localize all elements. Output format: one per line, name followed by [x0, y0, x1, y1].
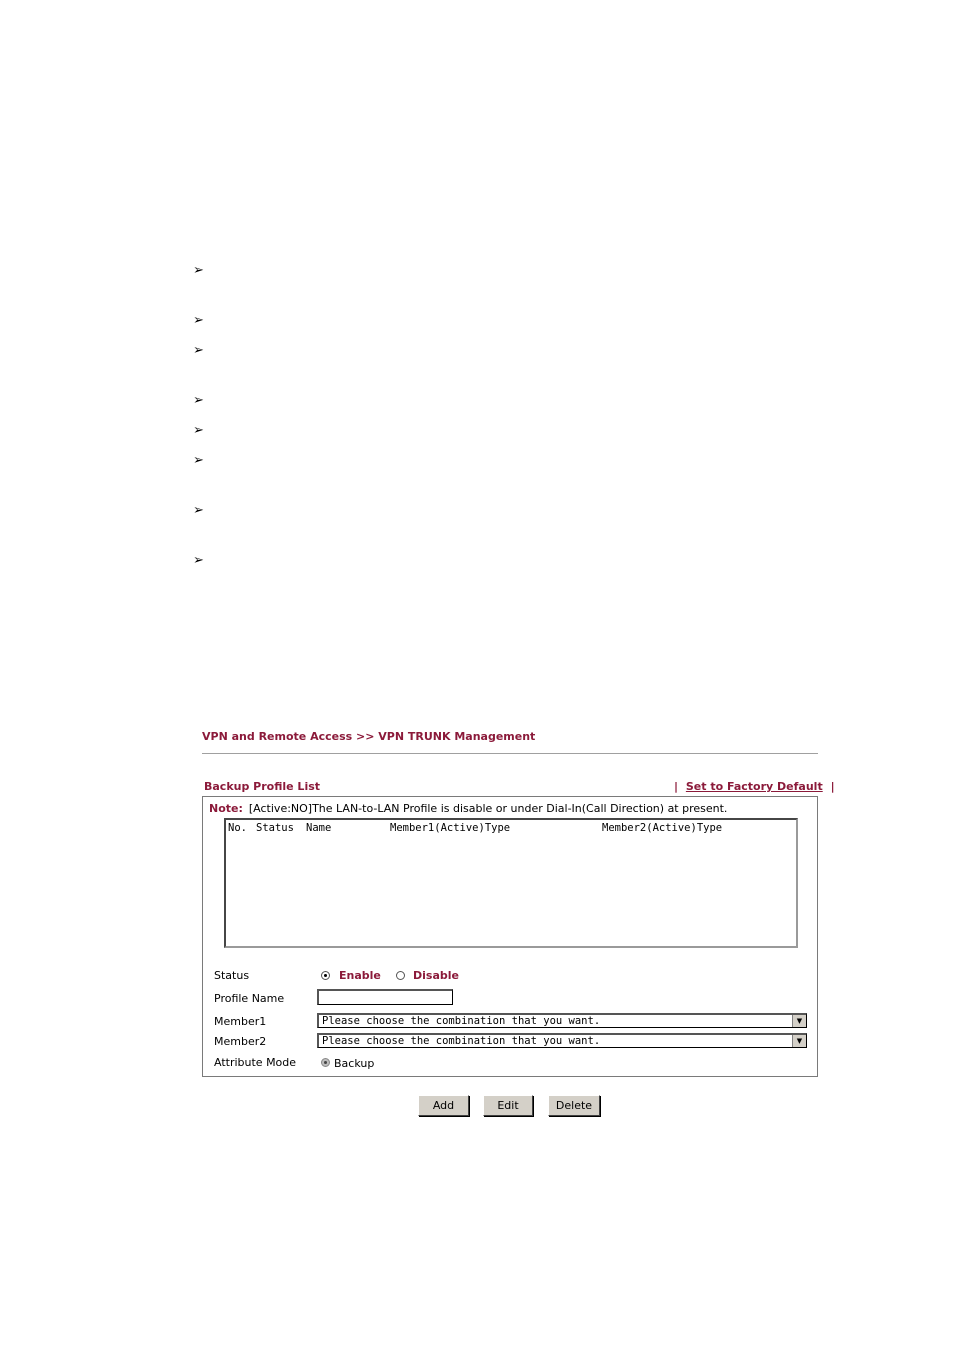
note-label: Note: — [209, 802, 243, 815]
bullet-marker: ➢ — [193, 263, 204, 278]
member2-label: Member2 — [214, 1035, 267, 1048]
profile-name-label: Profile Name — [214, 992, 285, 1005]
disable-label: Disable — [413, 969, 459, 982]
member1-label: Member1 — [214, 1015, 267, 1028]
member2-selected-value: Please choose the combination that you want. — [322, 1035, 601, 1047]
add-button[interactable]: Add — [418, 1095, 469, 1116]
factory-default-bar — [670, 780, 839, 793]
page-title: VPN and Remote Access >> VPN TRUNK Management — [202, 730, 536, 743]
column-header-name: Name — [306, 822, 332, 834]
bullet-marker: ➢ — [193, 393, 204, 408]
member1-select[interactable] — [317, 1013, 807, 1028]
column-header-member2: Member2(Active)Type — [602, 822, 723, 834]
set-to-factory-default-link[interactable]: Set to Factory Default — [685, 780, 823, 793]
note-text — [209, 802, 727, 815]
member2-select[interactable] — [317, 1033, 807, 1048]
attribute-mode-backup-radio — [321, 1058, 330, 1067]
column-header-status: Status — [256, 822, 294, 834]
chevron-down-icon[interactable]: ▼ — [792, 1035, 806, 1047]
status-label: Status — [214, 969, 250, 982]
backup-profile-list-title: Backup Profile List — [204, 780, 321, 793]
attribute-mode-label: Attribute Mode — [214, 1056, 297, 1069]
profile-listbox[interactable] — [224, 818, 798, 948]
note-message: [Active:NO]The LAN-to-LAN Profile is disable or under Dial-In(Call Direction) at present. — [248, 802, 728, 815]
column-header-member1: Member1(Active)Type — [390, 822, 511, 834]
status-disable-radio[interactable] — [396, 971, 405, 980]
bullet-marker: ➢ — [193, 503, 204, 518]
header-divider — [202, 753, 818, 754]
backup-profile-panel — [202, 796, 818, 1077]
edit-button[interactable]: Edit — [483, 1095, 533, 1116]
chevron-down-icon[interactable]: ▼ — [792, 1015, 806, 1027]
delete-button[interactable]: Delete — [548, 1095, 600, 1116]
bullet-marker: ➢ — [193, 553, 204, 568]
status-enable-radio[interactable] — [321, 971, 330, 980]
profile-name-input[interactable] — [317, 989, 453, 1005]
bullet-marker: ➢ — [193, 423, 204, 438]
column-header-no: No. — [228, 822, 247, 834]
bullet-marker: ➢ — [193, 453, 204, 468]
bullet-marker: ➢ — [193, 313, 204, 328]
enable-label: Enable — [339, 969, 381, 982]
separator: | — [674, 780, 679, 793]
backup-label: Backup — [334, 1057, 375, 1070]
separator: | — [830, 780, 835, 793]
member1-selected-value: Please choose the combination that you want. — [322, 1015, 601, 1027]
bullet-marker: ➢ — [193, 343, 204, 358]
